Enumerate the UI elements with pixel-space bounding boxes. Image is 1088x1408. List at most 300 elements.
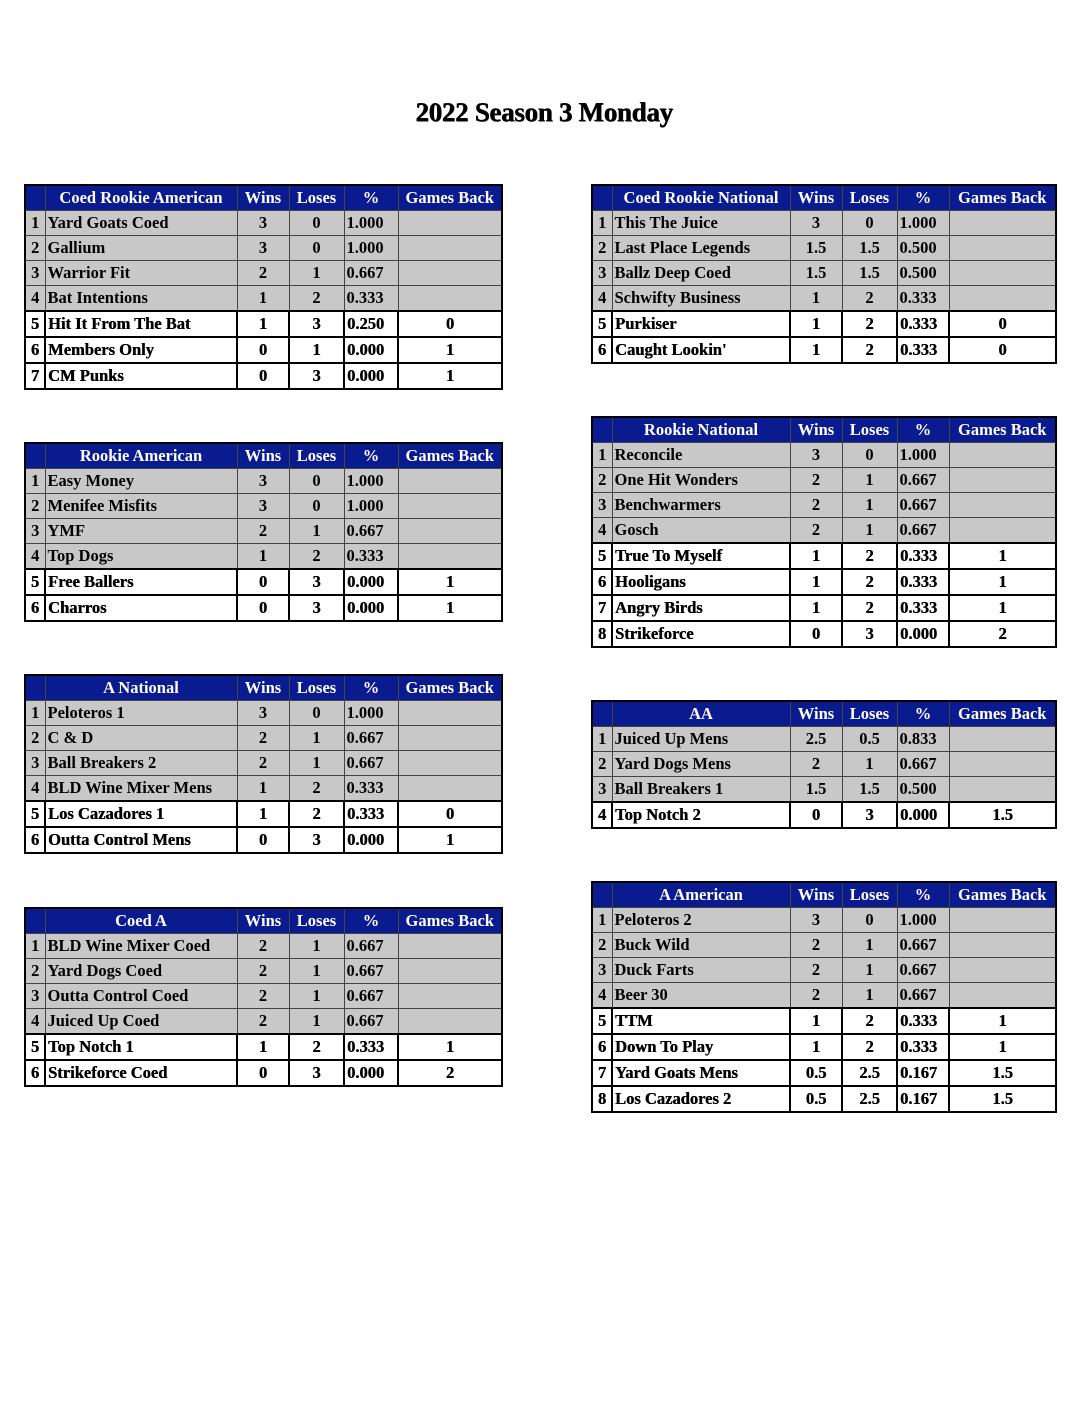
games-back-cell: 1 bbox=[949, 569, 1056, 595]
wins-cell: 1 bbox=[237, 776, 289, 802]
pct-cell: 0.333 bbox=[897, 286, 949, 312]
pct-cell: 0.667 bbox=[897, 983, 949, 1009]
loses-cell: 3 bbox=[842, 621, 897, 647]
team-name: This The Juice bbox=[612, 211, 790, 236]
pct-cell: 0.333 bbox=[897, 543, 949, 569]
pct-cell: 1.000 bbox=[897, 908, 949, 933]
loses-cell: 1.5 bbox=[842, 261, 897, 286]
pct-cell: 0.833 bbox=[897, 727, 949, 752]
games-back-cell: 0 bbox=[949, 311, 1056, 337]
loses-cell: 1 bbox=[289, 519, 344, 544]
table-row bbox=[592, 286, 1056, 312]
wins-header: Wins bbox=[790, 882, 842, 908]
loses-cell: 1 bbox=[289, 726, 344, 751]
loses-cell: 3 bbox=[289, 311, 344, 337]
pct-cell: 0.333 bbox=[897, 1008, 949, 1034]
pct-header: % bbox=[344, 443, 398, 469]
rank-cell: 1 bbox=[25, 934, 45, 959]
games-back-header: Games Back bbox=[398, 443, 502, 469]
table-row bbox=[592, 211, 1056, 236]
standings-table-coed-rookie-national bbox=[591, 184, 1057, 364]
games-back-cell bbox=[398, 934, 502, 959]
team-name: Los Cazadores 2 bbox=[612, 1086, 790, 1112]
pct-header: % bbox=[897, 701, 949, 727]
rank-cell: 5 bbox=[25, 801, 45, 827]
header-row bbox=[592, 417, 1056, 443]
team-name: True To Myself bbox=[612, 543, 790, 569]
loses-cell: 1.5 bbox=[842, 777, 897, 803]
games-back-cell bbox=[949, 236, 1056, 261]
table-row bbox=[592, 983, 1056, 1009]
rank-header bbox=[592, 701, 612, 727]
rank-cell: 6 bbox=[592, 1034, 612, 1060]
games-back-cell: 0 bbox=[949, 337, 1056, 363]
pct-cell: 0.000 bbox=[344, 1060, 398, 1086]
standings-table-a-national bbox=[24, 674, 503, 854]
table-row bbox=[25, 337, 502, 363]
loses-header: Loses bbox=[842, 882, 897, 908]
table-row bbox=[25, 1034, 502, 1060]
table-row bbox=[25, 211, 502, 236]
wins-cell: 1 bbox=[790, 569, 842, 595]
pct-cell: 0.333 bbox=[344, 1034, 398, 1060]
games-back-cell: 1 bbox=[398, 595, 502, 621]
standings-table-coed-a bbox=[24, 907, 503, 1087]
rank-cell: 7 bbox=[592, 595, 612, 621]
table-row bbox=[592, 569, 1056, 595]
team-name: Hooligans bbox=[612, 569, 790, 595]
loses-cell: 2 bbox=[842, 286, 897, 312]
loses-cell: 2 bbox=[289, 1034, 344, 1060]
games-back-cell: 1 bbox=[949, 543, 1056, 569]
table-row bbox=[25, 544, 502, 570]
wins-cell: 0.5 bbox=[790, 1060, 842, 1086]
wins-cell: 3 bbox=[790, 443, 842, 468]
loses-cell: 2 bbox=[289, 286, 344, 312]
pct-cell: 0.000 bbox=[897, 621, 949, 647]
wins-cell: 0 bbox=[237, 363, 289, 389]
table-row bbox=[592, 1086, 1056, 1112]
rank-cell: 3 bbox=[25, 519, 45, 544]
pct-cell: 0.667 bbox=[344, 726, 398, 751]
team-name: Yard Dogs Coed bbox=[45, 959, 237, 984]
games-back-cell bbox=[398, 776, 502, 802]
games-back-cell bbox=[949, 727, 1056, 752]
loses-cell: 2 bbox=[842, 543, 897, 569]
team-name: Strikeforce Coed bbox=[45, 1060, 237, 1086]
games-back-cell bbox=[398, 211, 502, 236]
loses-cell: 0 bbox=[842, 908, 897, 933]
table-row bbox=[25, 984, 502, 1009]
loses-cell: 1 bbox=[289, 751, 344, 776]
pct-cell: 0.667 bbox=[344, 519, 398, 544]
table-row bbox=[25, 827, 502, 853]
loses-header: Loses bbox=[842, 185, 897, 211]
rank-header bbox=[25, 908, 45, 934]
rank-cell: 2 bbox=[25, 236, 45, 261]
wins-cell: 1.5 bbox=[790, 236, 842, 261]
team-name: Yard Goats Coed bbox=[45, 211, 237, 236]
wins-cell: 0.5 bbox=[790, 1086, 842, 1112]
division-title: A American bbox=[612, 882, 790, 908]
team-name: Warrior Fit bbox=[45, 261, 237, 286]
loses-cell: 3 bbox=[842, 802, 897, 828]
pct-cell: 1.000 bbox=[897, 211, 949, 236]
wins-cell: 3 bbox=[237, 701, 289, 726]
loses-header: Loses bbox=[289, 443, 344, 469]
rank-header bbox=[25, 675, 45, 701]
pct-header: % bbox=[897, 882, 949, 908]
loses-cell: 1 bbox=[289, 337, 344, 363]
rank-cell: 6 bbox=[25, 1060, 45, 1086]
wins-cell: 3 bbox=[237, 236, 289, 261]
wins-header: Wins bbox=[237, 185, 289, 211]
team-name: Charros bbox=[45, 595, 237, 621]
pct-cell: 0.167 bbox=[897, 1086, 949, 1112]
pct-cell: 0.000 bbox=[897, 802, 949, 828]
games-back-cell: 1 bbox=[398, 363, 502, 389]
rank-cell: 3 bbox=[25, 261, 45, 286]
games-back-cell: 1.5 bbox=[949, 802, 1056, 828]
team-name: Members Only bbox=[45, 337, 237, 363]
table-row bbox=[592, 518, 1056, 544]
team-name: Top Dogs bbox=[45, 544, 237, 570]
team-name: Outta Control Coed bbox=[45, 984, 237, 1009]
table-row bbox=[592, 337, 1056, 363]
table-row bbox=[592, 933, 1056, 958]
division-title: Coed Rookie National bbox=[612, 185, 790, 211]
standings-table-rookie-national bbox=[591, 416, 1057, 648]
wins-header: Wins bbox=[790, 417, 842, 443]
wins-cell: 1 bbox=[790, 311, 842, 337]
team-name: Duck Farts bbox=[612, 958, 790, 983]
wins-cell: 3 bbox=[237, 469, 289, 494]
team-name: CM Punks bbox=[45, 363, 237, 389]
games-back-cell bbox=[949, 752, 1056, 777]
pct-header: % bbox=[344, 185, 398, 211]
pct-cell: 1.000 bbox=[344, 469, 398, 494]
team-name: Strikeforce bbox=[612, 621, 790, 647]
pct-cell: 0.667 bbox=[897, 958, 949, 983]
wins-cell: 3 bbox=[237, 494, 289, 519]
table-row bbox=[25, 519, 502, 544]
wins-header: Wins bbox=[237, 443, 289, 469]
wins-cell: 1 bbox=[790, 1008, 842, 1034]
pct-cell: 0.333 bbox=[897, 1034, 949, 1060]
loses-cell: 2 bbox=[289, 801, 344, 827]
table-row bbox=[25, 934, 502, 959]
team-name: Ball Breakers 2 bbox=[45, 751, 237, 776]
pct-header: % bbox=[344, 908, 398, 934]
games-back-cell bbox=[949, 261, 1056, 286]
team-name: Buck Wild bbox=[612, 933, 790, 958]
header-row bbox=[592, 185, 1056, 211]
rank-header bbox=[25, 443, 45, 469]
wins-cell: 2 bbox=[790, 518, 842, 544]
pct-cell: 0.667 bbox=[344, 934, 398, 959]
games-back-cell bbox=[398, 469, 502, 494]
table-row bbox=[592, 908, 1056, 933]
pct-cell: 0.667 bbox=[344, 751, 398, 776]
wins-cell: 1 bbox=[790, 543, 842, 569]
table-row bbox=[25, 494, 502, 519]
loses-cell: 2 bbox=[842, 595, 897, 621]
table-row bbox=[592, 543, 1056, 569]
team-name: Free Ballers bbox=[45, 569, 237, 595]
team-name: Gallium bbox=[45, 236, 237, 261]
team-name: Juiced Up Coed bbox=[45, 1009, 237, 1035]
rank-cell: 1 bbox=[25, 211, 45, 236]
table-row bbox=[592, 727, 1056, 752]
table-row bbox=[592, 595, 1056, 621]
games-back-cell bbox=[398, 959, 502, 984]
wins-cell: 1 bbox=[237, 286, 289, 312]
table-row bbox=[25, 363, 502, 389]
pct-cell: 0.500 bbox=[897, 236, 949, 261]
games-back-cell bbox=[398, 726, 502, 751]
table-row bbox=[25, 726, 502, 751]
wins-header: Wins bbox=[790, 185, 842, 211]
pct-cell: 1.000 bbox=[344, 211, 398, 236]
header-row bbox=[25, 443, 502, 469]
table-row bbox=[25, 701, 502, 726]
games-back-cell: 1 bbox=[949, 1008, 1056, 1034]
loses-cell: 1 bbox=[289, 984, 344, 1009]
pct-cell: 0.667 bbox=[344, 984, 398, 1009]
wins-cell: 2 bbox=[790, 958, 842, 983]
team-name: Peloteros 1 bbox=[45, 701, 237, 726]
table-row bbox=[592, 752, 1056, 777]
rank-cell: 5 bbox=[592, 1008, 612, 1034]
division-title: Coed A bbox=[45, 908, 237, 934]
wins-cell: 0 bbox=[237, 1060, 289, 1086]
rank-cell: 6 bbox=[25, 337, 45, 363]
rank-cell: 5 bbox=[25, 311, 45, 337]
team-name: Yard Dogs Mens bbox=[612, 752, 790, 777]
loses-cell: 1 bbox=[842, 983, 897, 1009]
team-name: Ball Breakers 1 bbox=[612, 777, 790, 803]
table-row bbox=[592, 777, 1056, 803]
header-row bbox=[25, 675, 502, 701]
pct-cell: 0.667 bbox=[344, 1009, 398, 1035]
pct-cell: 0.333 bbox=[897, 311, 949, 337]
loses-cell: 2 bbox=[289, 544, 344, 570]
loses-cell: 1 bbox=[842, 752, 897, 777]
games-back-cell: 1.5 bbox=[949, 1060, 1056, 1086]
wins-cell: 2 bbox=[237, 519, 289, 544]
pct-cell: 1.000 bbox=[344, 494, 398, 519]
rank-header bbox=[592, 882, 612, 908]
rank-cell: 6 bbox=[592, 569, 612, 595]
rank-cell: 3 bbox=[592, 777, 612, 803]
pct-cell: 0.000 bbox=[344, 337, 398, 363]
wins-cell: 2 bbox=[790, 468, 842, 493]
loses-cell: 1 bbox=[842, 468, 897, 493]
wins-header: Wins bbox=[237, 908, 289, 934]
rank-cell: 8 bbox=[592, 1086, 612, 1112]
table-row bbox=[592, 802, 1056, 828]
games-back-cell bbox=[949, 933, 1056, 958]
wins-cell: 2 bbox=[237, 751, 289, 776]
rank-cell: 4 bbox=[25, 544, 45, 570]
rank-cell: 5 bbox=[25, 569, 45, 595]
team-name: Gosch bbox=[612, 518, 790, 544]
pct-cell: 0.333 bbox=[897, 337, 949, 363]
team-name: Peloteros 2 bbox=[612, 908, 790, 933]
team-name: Schwifty Business bbox=[612, 286, 790, 312]
loses-cell: 1 bbox=[842, 518, 897, 544]
team-name: Reconcile bbox=[612, 443, 790, 468]
pct-cell: 0.667 bbox=[344, 261, 398, 286]
team-name: Yard Goats Mens bbox=[612, 1060, 790, 1086]
table-row bbox=[25, 1009, 502, 1035]
games-back-cell: 1 bbox=[398, 1034, 502, 1060]
pct-cell: 0.333 bbox=[897, 569, 949, 595]
rank-cell: 6 bbox=[25, 595, 45, 621]
wins-cell: 1 bbox=[790, 337, 842, 363]
rank-cell: 5 bbox=[25, 1034, 45, 1060]
team-name: Outta Control Mens bbox=[45, 827, 237, 853]
games-back-header: Games Back bbox=[398, 675, 502, 701]
table-row bbox=[25, 286, 502, 312]
loses-cell: 2 bbox=[842, 1008, 897, 1034]
pct-cell: 1.000 bbox=[344, 701, 398, 726]
wins-cell: 0 bbox=[237, 569, 289, 595]
loses-cell: 0 bbox=[289, 701, 344, 726]
games-back-cell bbox=[949, 518, 1056, 544]
pct-cell: 0.667 bbox=[344, 959, 398, 984]
table-row bbox=[592, 621, 1056, 647]
pct-cell: 0.500 bbox=[897, 261, 949, 286]
pct-cell: 0.667 bbox=[897, 933, 949, 958]
pct-cell: 0.500 bbox=[897, 777, 949, 803]
division-title: Rookie National bbox=[612, 417, 790, 443]
rank-cell: 3 bbox=[592, 261, 612, 286]
loses-header: Loses bbox=[289, 675, 344, 701]
team-name: Caught Lookin' bbox=[612, 337, 790, 363]
games-back-cell bbox=[398, 286, 502, 312]
games-back-cell: 0 bbox=[398, 311, 502, 337]
rank-cell: 3 bbox=[25, 984, 45, 1009]
wins-header: Wins bbox=[237, 675, 289, 701]
team-name: One Hit Wonders bbox=[612, 468, 790, 493]
wins-cell: 2 bbox=[237, 934, 289, 959]
team-name: Last Place Legends bbox=[612, 236, 790, 261]
loses-cell: 3 bbox=[289, 569, 344, 595]
header-row bbox=[25, 908, 502, 934]
wins-cell: 1 bbox=[790, 595, 842, 621]
table-row bbox=[592, 468, 1056, 493]
games-back-cell: 1 bbox=[398, 337, 502, 363]
pct-cell: 0.250 bbox=[344, 311, 398, 337]
games-back-cell: 2 bbox=[949, 621, 1056, 647]
team-name: Beer 30 bbox=[612, 983, 790, 1009]
rank-cell: 4 bbox=[25, 286, 45, 312]
wins-cell: 2 bbox=[237, 261, 289, 286]
games-back-header: Games Back bbox=[949, 417, 1056, 443]
loses-cell: 3 bbox=[289, 1060, 344, 1086]
loses-cell: 2 bbox=[842, 1034, 897, 1060]
table-row bbox=[25, 801, 502, 827]
loses-cell: 0 bbox=[289, 494, 344, 519]
wins-cell: 0 bbox=[237, 337, 289, 363]
games-back-cell bbox=[398, 519, 502, 544]
standings-table-rookie-american bbox=[24, 442, 503, 622]
team-name: Ballz Deep Coed bbox=[612, 261, 790, 286]
wins-cell: 2 bbox=[790, 752, 842, 777]
loses-cell: 1 bbox=[842, 493, 897, 518]
rank-cell: 2 bbox=[592, 752, 612, 777]
pct-cell: 0.167 bbox=[897, 1060, 949, 1086]
games-back-header: Games Back bbox=[949, 701, 1056, 727]
wins-cell: 1 bbox=[237, 801, 289, 827]
division-title: A National bbox=[45, 675, 237, 701]
pct-cell: 0.000 bbox=[344, 363, 398, 389]
pct-header: % bbox=[897, 417, 949, 443]
team-name: Purkiser bbox=[612, 311, 790, 337]
table-row bbox=[25, 469, 502, 494]
wins-cell: 2 bbox=[790, 983, 842, 1009]
team-name: Top Notch 1 bbox=[45, 1034, 237, 1060]
loses-header: Loses bbox=[842, 701, 897, 727]
loses-cell: 3 bbox=[289, 595, 344, 621]
games-back-header: Games Back bbox=[949, 185, 1056, 211]
pct-cell: 0.667 bbox=[897, 752, 949, 777]
wins-cell: 1 bbox=[237, 1034, 289, 1060]
team-name: Angry Birds bbox=[612, 595, 790, 621]
wins-cell: 1.5 bbox=[790, 777, 842, 803]
table-row bbox=[25, 236, 502, 261]
page-title: 2022 Season 3 Monday bbox=[415, 97, 673, 127]
games-back-cell: 1 bbox=[398, 827, 502, 853]
games-back-cell bbox=[949, 468, 1056, 493]
table-row bbox=[592, 493, 1056, 518]
loses-cell: 2.5 bbox=[842, 1060, 897, 1086]
rank-cell: 1 bbox=[592, 443, 612, 468]
loses-cell: 0 bbox=[289, 211, 344, 236]
games-back-cell bbox=[398, 236, 502, 261]
division-title: Rookie American bbox=[45, 443, 237, 469]
loses-cell: 1.5 bbox=[842, 236, 897, 261]
loses-cell: 3 bbox=[289, 363, 344, 389]
table-row bbox=[592, 958, 1056, 983]
rank-cell: 4 bbox=[592, 983, 612, 1009]
rank-cell: 4 bbox=[25, 1009, 45, 1035]
loses-cell: 1 bbox=[289, 959, 344, 984]
table-row bbox=[592, 1008, 1056, 1034]
table-row bbox=[25, 595, 502, 621]
rank-cell: 2 bbox=[25, 959, 45, 984]
rank-cell: 1 bbox=[592, 727, 612, 752]
table-row bbox=[25, 751, 502, 776]
table-row bbox=[25, 959, 502, 984]
rank-cell: 1 bbox=[25, 469, 45, 494]
pct-cell: 0.000 bbox=[344, 595, 398, 621]
wins-cell: 0 bbox=[790, 802, 842, 828]
wins-cell: 2 bbox=[237, 1009, 289, 1035]
rank-cell: 3 bbox=[592, 958, 612, 983]
games-back-cell bbox=[949, 777, 1056, 803]
wins-cell: 2 bbox=[790, 493, 842, 518]
wins-cell: 1 bbox=[237, 544, 289, 570]
pct-cell: 0.333 bbox=[897, 595, 949, 621]
pct-cell: 0.333 bbox=[344, 776, 398, 802]
loses-cell: 2.5 bbox=[842, 1086, 897, 1112]
rank-cell: 4 bbox=[592, 286, 612, 312]
games-back-header: Games Back bbox=[398, 185, 502, 211]
games-back-header: Games Back bbox=[398, 908, 502, 934]
loses-cell: 1 bbox=[842, 933, 897, 958]
